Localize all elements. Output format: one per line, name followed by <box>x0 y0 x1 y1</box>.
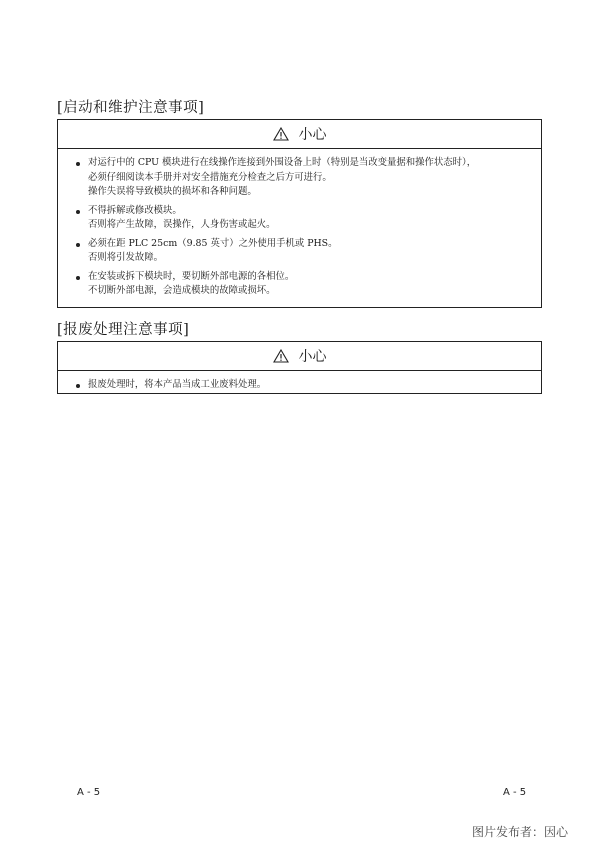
publisher-watermark: 图片发布者：因心 <box>472 825 569 839</box>
list-item <box>76 156 541 200</box>
bullet-icon <box>76 384 80 388</box>
warning-triangle-icon <box>273 349 289 363</box>
list-item <box>76 270 541 299</box>
item-line: 对运行中的 CPU 模块进行在线操作连接到外围设备上时（特别是当改变量据和操作状态时）， <box>88 157 477 168</box>
page-number-right: A - 5 <box>503 787 527 798</box>
page-number-left: A - 5 <box>77 787 101 798</box>
item-line: 必须在距 PLC 25cm（9.85 英寸）之外使用手机或 PHS。 <box>88 237 338 249</box>
list-item <box>76 378 541 393</box>
bullet-icon <box>76 243 80 247</box>
caution-title: 小心 <box>298 349 327 365</box>
startup-caution-header <box>58 120 541 149</box>
item-line: 操作失误将导致模块的损坏和各种问题。 <box>88 186 257 197</box>
item-line: 不切断外部电源，会造成模块的故障或损坏。 <box>88 285 276 296</box>
disposal-section-heading: [报废处理注意事项] <box>57 322 190 338</box>
item-line: 否则将引发故障。 <box>88 252 164 263</box>
startup-caution-list <box>58 149 541 305</box>
bullet-icon <box>76 210 80 214</box>
startup-section-heading: [启动和维护注意事项] <box>57 100 205 116</box>
disposal-caution-box <box>57 341 542 394</box>
warning-triangle-icon <box>273 127 289 141</box>
list-item <box>76 237 541 266</box>
item-line: 在安装或拆下模块时，要切断外部电源的各相位。 <box>88 270 295 282</box>
bullet-icon <box>76 162 80 166</box>
item-line: 报废处理时，将本产品当成工业废料处理。 <box>88 379 267 390</box>
list-item <box>76 204 541 233</box>
disposal-caution-header <box>58 342 541 371</box>
item-line: 必须仔细阅读本手册并对安全措施充分检查之后方可进行。 <box>88 171 332 183</box>
caution-title: 小心 <box>298 127 327 143</box>
item-line: 否则将产生故障，误操作，人身伤害或起火。 <box>88 219 276 230</box>
disposal-caution-list <box>58 371 541 399</box>
item-line: 不得拆解或修改模块。 <box>88 204 182 216</box>
bullet-icon <box>76 276 80 280</box>
startup-caution-box <box>57 119 542 308</box>
